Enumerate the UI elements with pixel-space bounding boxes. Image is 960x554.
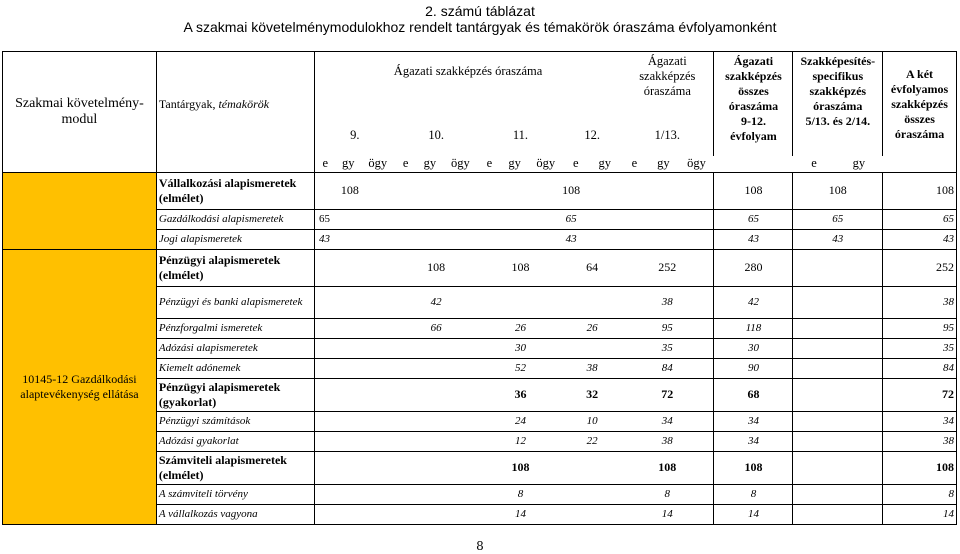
hours-cell-empty bbox=[478, 286, 621, 318]
hours-cell: 108 bbox=[714, 451, 793, 484]
header-agazati-total-sub: 9-12. évfolyam bbox=[714, 114, 793, 156]
hours-cell: 66 bbox=[395, 318, 478, 338]
hours-cell: 84 bbox=[883, 358, 957, 378]
hours-cell: 65 bbox=[361, 209, 714, 229]
hours-cell-empty bbox=[563, 338, 621, 358]
subcol-empty bbox=[714, 156, 793, 172]
subcol-e: e bbox=[793, 156, 835, 172]
hours-cell-empty bbox=[314, 249, 394, 286]
hours-cell: 65 bbox=[793, 209, 883, 229]
hours-cell: 34 bbox=[714, 431, 793, 451]
hours-cell: 108 bbox=[314, 172, 360, 209]
hours-cell-empty bbox=[793, 318, 883, 338]
subject-row: Pénzügyi alapismeretek (elmélet) bbox=[156, 249, 314, 286]
header-specifikus-sub: 5/13. és 2/14. bbox=[793, 114, 883, 156]
hours-cell-empty bbox=[793, 504, 883, 524]
subcol-e: e bbox=[478, 156, 501, 172]
hours-cell-empty bbox=[793, 249, 883, 286]
hours-cell-empty bbox=[793, 451, 883, 484]
hours-cell: 38 bbox=[883, 286, 957, 318]
topic-row: Kiemelt adónemek bbox=[156, 358, 314, 378]
hours-cell: 10 bbox=[563, 411, 621, 431]
header-year-10: 10. bbox=[428, 127, 444, 142]
header-agazati-group: Ágazati szakképzés óraszáma bbox=[314, 52, 621, 115]
hours-cell: 108 bbox=[883, 451, 957, 484]
hours-cell: 108 bbox=[714, 172, 793, 209]
hours-cell-empty bbox=[793, 338, 883, 358]
hours-cell: 14 bbox=[883, 504, 957, 524]
hours-cell-empty bbox=[563, 484, 621, 504]
header-year-113: 1/13. bbox=[621, 114, 714, 156]
hours-cell: 32 bbox=[563, 378, 621, 411]
table-caption-title: A szakmai követelménymodulokhoz rendelt tantárgyak és témakörök óraszáma évfolyamonként bbox=[183, 19, 777, 35]
subcol-ogy: ögy bbox=[361, 156, 395, 172]
hours-cell: 34 bbox=[714, 411, 793, 431]
hours-cell: 12 bbox=[478, 431, 563, 451]
hours-cell: 14 bbox=[478, 504, 563, 524]
hours-cell: 14 bbox=[621, 504, 714, 524]
hours-cell: 118 bbox=[714, 318, 793, 338]
header-empty-cell bbox=[156, 156, 314, 172]
hours-cell: 108 bbox=[883, 172, 957, 209]
hours-cell: 252 bbox=[621, 249, 714, 286]
topic-row: Adózási gyakorlat bbox=[156, 431, 314, 451]
hours-cell-empty bbox=[314, 338, 477, 358]
header-agazati-113: Ágazati szakképzés óraszáma bbox=[621, 52, 714, 115]
subject-row: Pénzügyi alapismeretek (gyakorlat) bbox=[156, 378, 314, 411]
hours-cell: 108 bbox=[361, 172, 714, 209]
hours-cell: 108 bbox=[478, 249, 563, 286]
hours-cell: 8 bbox=[714, 484, 793, 504]
topic-row: Pénzügyi számítások bbox=[156, 411, 314, 431]
hours-cell: 43 bbox=[793, 229, 883, 249]
hours-cell: 24 bbox=[478, 411, 563, 431]
hours-cell: 38 bbox=[621, 286, 714, 318]
hours-cell: 42 bbox=[395, 286, 478, 318]
hours-cell: 35 bbox=[883, 338, 957, 358]
hours-cell: 65 bbox=[714, 209, 793, 229]
topic-row: Pénzforgalmi ismeretek bbox=[156, 318, 314, 338]
hours-cell: 65 bbox=[883, 209, 957, 229]
hours-cell: 8 bbox=[478, 484, 563, 504]
hours-cell-empty bbox=[793, 411, 883, 431]
hours-cell: 108 bbox=[478, 451, 563, 484]
hours-cell: 34 bbox=[621, 411, 714, 431]
hours-cell: 72 bbox=[883, 378, 957, 411]
hours-cell-empty bbox=[314, 358, 477, 378]
hours-cell-empty bbox=[563, 451, 621, 484]
header-temakorok-label: témakörök bbox=[218, 96, 270, 111]
hours-cell-empty bbox=[793, 378, 883, 411]
hours-cell: 35 bbox=[621, 338, 714, 358]
subject-row: Számviteli alapismeretek (elmélet) bbox=[156, 451, 314, 484]
subcol-e: e bbox=[563, 156, 588, 172]
hours-cell: 43 bbox=[714, 229, 793, 249]
hours-cell: 280 bbox=[714, 249, 793, 286]
hours-cell: 43 bbox=[361, 229, 714, 249]
hours-cell: 26 bbox=[478, 318, 563, 338]
hours-cell: 42 bbox=[714, 286, 793, 318]
hours-cell: 68 bbox=[714, 378, 793, 411]
hours-cell: 43 bbox=[883, 229, 957, 249]
hours-cell: 252 bbox=[883, 249, 957, 286]
subcol-gy: gy bbox=[417, 156, 443, 172]
subcol-gy: gy bbox=[648, 156, 680, 172]
subcol-gy: gy bbox=[501, 156, 528, 172]
hours-cell-empty bbox=[314, 504, 477, 524]
hours-cell: 34 bbox=[883, 411, 957, 431]
header-modul: Szakmai követelmény-modul bbox=[3, 52, 157, 173]
hours-cell: 30 bbox=[714, 338, 793, 358]
header-year-12: 12. bbox=[584, 127, 600, 142]
hours-cell: 43 bbox=[314, 229, 360, 249]
hours-cell: 64 bbox=[563, 249, 621, 286]
header-tantargyak bbox=[156, 52, 314, 157]
topic-row: A vállalkozás vagyona bbox=[156, 504, 314, 524]
subcol-gy: gy bbox=[835, 156, 882, 172]
header-year-11: 11. bbox=[512, 127, 529, 142]
hours-cell-empty bbox=[563, 504, 621, 524]
hours-cell: 95 bbox=[621, 318, 714, 338]
topic-row: Pénzügyi és banki alapismeretek bbox=[156, 286, 314, 318]
header-tantargyak-label: Tantárgyak, bbox=[158, 96, 216, 111]
curriculum-hours-table bbox=[2, 51, 957, 525]
hours-cell: 90 bbox=[714, 358, 793, 378]
module-cell-upper bbox=[3, 172, 157, 249]
hours-cell: 38 bbox=[883, 431, 957, 451]
hours-cell-empty bbox=[314, 431, 477, 451]
subcol-ogy: ögy bbox=[679, 156, 714, 172]
subcol-e: e bbox=[395, 156, 417, 172]
page-number: 8 bbox=[476, 539, 484, 553]
hours-cell: 95 bbox=[883, 318, 957, 338]
subcol-e: e bbox=[314, 156, 335, 172]
hours-cell-empty bbox=[793, 484, 883, 504]
hours-cell: 38 bbox=[563, 358, 621, 378]
subcol-gy: gy bbox=[588, 156, 621, 172]
hours-cell: 108 bbox=[395, 249, 478, 286]
hours-cell: 72 bbox=[621, 378, 714, 411]
hours-cell-empty bbox=[314, 378, 477, 411]
hours-cell-empty bbox=[793, 431, 883, 451]
hours-cell: 22 bbox=[563, 431, 621, 451]
hours-cell: 26 bbox=[563, 318, 621, 338]
subcol-empty bbox=[883, 156, 957, 172]
hours-cell-empty bbox=[314, 286, 394, 318]
subcol-gy: gy bbox=[336, 156, 361, 172]
hours-cell: 84 bbox=[621, 358, 714, 378]
hours-cell: 30 bbox=[478, 338, 563, 358]
hours-cell-empty bbox=[314, 318, 394, 338]
table-caption-number: 2. számú táblázat bbox=[425, 3, 535, 19]
subcol-e: e bbox=[621, 156, 647, 172]
topic-row: A számviteli törvény bbox=[156, 484, 314, 504]
topic-row: Gazdálkodási alapismeretek bbox=[156, 209, 314, 229]
module-name: 10145-12 Gazdálkodási alaptevékenység ellátása bbox=[3, 249, 157, 524]
hours-cell: 8 bbox=[621, 484, 714, 504]
hours-cell: 52 bbox=[478, 358, 563, 378]
subject-row: Vállalkozási alapismeretek (elmélet) bbox=[156, 172, 314, 209]
hours-cell: 36 bbox=[478, 378, 563, 411]
header-year-9: 9. bbox=[350, 127, 360, 142]
subcol-ogy: ögy bbox=[443, 156, 478, 172]
hours-cell: 38 bbox=[621, 431, 714, 451]
hours-cell-empty bbox=[314, 484, 477, 504]
subcol-ogy: ögy bbox=[528, 156, 563, 172]
header-specifikus: Szakképesítés-specifikus szakképzés óraszáma bbox=[793, 52, 883, 115]
hours-cell: 108 bbox=[621, 451, 714, 484]
hours-cell: 14 bbox=[714, 504, 793, 524]
hours-cell: 108 bbox=[793, 172, 883, 209]
header-agazati-total: Ágazati szakképzés összes óraszáma bbox=[714, 52, 793, 115]
header-ket-evfolyam: A két évfolyamos szakképzés összes óraszáma bbox=[883, 52, 957, 157]
hours-cell: 65 bbox=[314, 209, 360, 229]
hours-cell-empty bbox=[793, 358, 883, 378]
hours-cell: 8 bbox=[883, 484, 957, 504]
hours-cell-empty bbox=[793, 286, 883, 318]
topic-row: Jogi alapismeretek bbox=[156, 229, 314, 249]
topic-row: Adózási alapismeretek bbox=[156, 338, 314, 358]
hours-cell-empty bbox=[314, 411, 477, 431]
hours-cell-empty bbox=[314, 451, 477, 484]
